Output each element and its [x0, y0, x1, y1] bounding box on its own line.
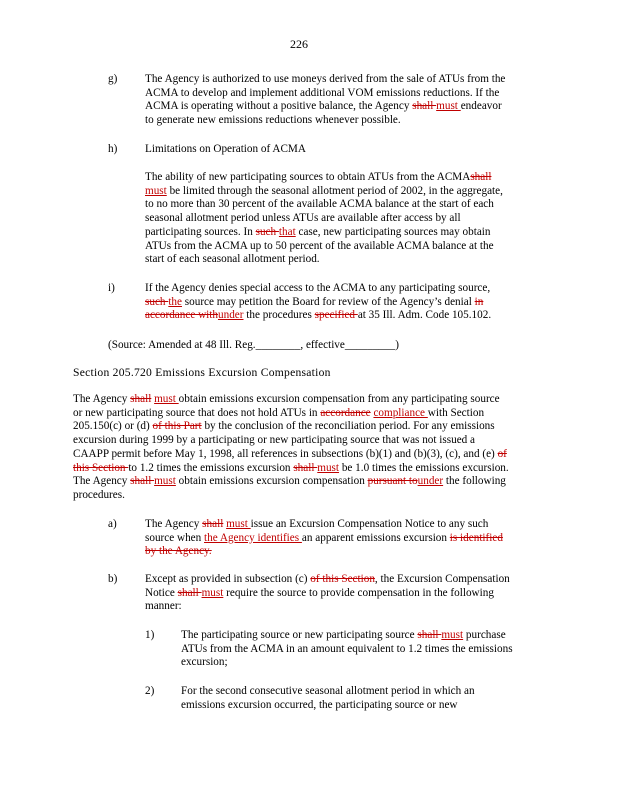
inserted-text: the Agency identifies	[204, 531, 302, 544]
text-run: an apparent emissions excursion	[301, 531, 450, 544]
deleted-text: shall	[417, 629, 442, 641]
text-run: )	[395, 339, 399, 351]
item-marker-g: g)	[108, 73, 118, 85]
paragraph-b1	[181, 629, 513, 670]
paragraph-b2	[181, 685, 475, 712]
item-marker-a: a)	[108, 518, 117, 530]
inserted-text: must	[154, 475, 176, 488]
text-run: be 1.0 times the emissions excursion. The Agency	[73, 461, 509, 488]
deleted-text: shall	[177, 586, 202, 599]
inserted-text: must	[145, 184, 167, 197]
text-run: , the Excursion Compensation Notice	[145, 573, 510, 599]
inserted-text: must	[441, 629, 464, 641]
deleted-text: accordance	[320, 406, 371, 419]
deleted-text: pursuant to	[367, 475, 418, 488]
inserted-text: the	[168, 295, 182, 308]
text-run: Except as provided in subsection (c)	[145, 573, 311, 585]
deleted-text: of this Section	[73, 447, 507, 474]
inserted-text: must	[154, 393, 179, 405]
deleted-text: shall	[293, 461, 318, 474]
text-run: issue an Excursion Compensation Notice to any such source when	[145, 518, 489, 544]
text-run: at 35 Ill. Adm. Code 105.102.	[357, 309, 492, 322]
inserted-text: that	[278, 225, 296, 238]
text-run: require the source to provide compensation in the following manner:	[145, 586, 494, 613]
inserted-text: must	[317, 461, 340, 474]
inserted-text: must	[201, 586, 224, 599]
text-run: ________	[255, 339, 301, 351]
item-marker-b1: 1)	[145, 629, 155, 641]
text-run: the procedures	[243, 309, 315, 322]
deleted-text: such	[145, 295, 169, 308]
text-run: The Agency is authorized to use moneys derived from the sale of ATUs from the ACMA to develop and implement additional VOM emissions reductions. If the ACMA is operating without a positive balance, the Agency	[145, 73, 506, 113]
paragraph-g	[145, 73, 505, 128]
inserted-text: under	[417, 475, 444, 488]
item-marker-b2: 2)	[145, 685, 155, 697]
deleted-text: shall	[470, 171, 492, 183]
text-run: , effective	[300, 339, 345, 351]
paragraph-i	[145, 282, 491, 323]
paragraph-h	[145, 171, 503, 267]
text-run: Section 205.720 Emissions Excursion Compensation	[73, 366, 331, 379]
heading-limitations	[145, 143, 306, 157]
text-run: For the second consecutive seasonal allotment period in which an emissions excursion occurred, the participating source or new	[181, 685, 475, 711]
text-run: If the Agency denies special access to the ACMA to any participating source,	[145, 282, 491, 294]
text-run: be limited through the seasonal allotment period of 2002, in the aggregate, to no more than 30 percent of the available ACMA balance at the start of each seasonal allotment period unless ATUs are available after access by all participating sources. In	[145, 184, 503, 238]
text-run: purchase ATUs from the ACMA in an amount equivalent to 1.2 times the emissions excursion;	[181, 629, 513, 669]
inserted-text: compliance	[373, 406, 428, 419]
deleted-text: shall	[412, 100, 437, 113]
deleted-text: shall	[202, 518, 224, 530]
text-run: to 1.2 times the emissions excursion	[128, 461, 294, 474]
inserted-text: must	[226, 518, 251, 530]
text-run: obtain emissions excursion compensation from any participating source or new participating source that does not hold ATUs in	[73, 393, 500, 419]
inserted-text: must	[436, 100, 461, 113]
section-body	[73, 393, 509, 503]
text-run: (Source: Amended at 48 Ill. Reg.	[108, 339, 256, 351]
deleted-text: shall	[130, 475, 155, 488]
deleted-text: of this Part	[152, 420, 202, 433]
deleted-text: of this Section	[310, 573, 375, 585]
deleted-text: such	[255, 225, 279, 238]
text-run: The participating source or new participating source	[181, 629, 418, 641]
deleted-text: is identified by the Agency.	[145, 531, 503, 558]
text-run: The Agency	[73, 393, 131, 405]
item-marker-h: h)	[108, 143, 118, 155]
source-note	[108, 339, 399, 353]
text-run: The Agency	[145, 518, 203, 530]
deleted-text: in accordance with	[145, 295, 484, 322]
text-run: endeavor to generate new emissions reductions whenever possible.	[145, 100, 502, 127]
paragraph-a	[145, 518, 503, 559]
text-run: obtain emissions excursion compensation	[175, 475, 368, 488]
inserted-text: under	[218, 309, 244, 322]
deleted-text: specified	[314, 309, 358, 322]
text-run: the following procedures.	[73, 475, 506, 501]
text-run: by the conclusion of the reconciliation period. For any emissions excursion during 1999 by a participating or new participating source that was not issued a CAAPP permit before May 1, 1998, all references in subsections (b)(1) and (b)(3), (c), and (e)	[73, 420, 495, 460]
text-run: case, new participating sources may obtain ATUs from the ACMA up to 50 percent of the available ACMA balance at the start of each seasonal allotment period.	[145, 225, 494, 266]
page-number: 226	[290, 37, 308, 51]
section-heading	[73, 366, 331, 380]
item-marker-i: i)	[108, 282, 115, 294]
text-run: with Section 205.150(c) or (d)	[73, 406, 485, 433]
text-run: The ability of new participating sources to obtain ATUs from the ACMA	[145, 171, 471, 183]
item-marker-b: b)	[108, 573, 118, 585]
paragraph-b	[145, 573, 510, 614]
text-run: _________	[344, 339, 396, 351]
deleted-text: shall	[130, 393, 152, 405]
text-run: Limitations on Operation of ACMA	[145, 143, 306, 155]
text-run: source may petition the Board for review of the Agency’s denial	[181, 295, 475, 308]
